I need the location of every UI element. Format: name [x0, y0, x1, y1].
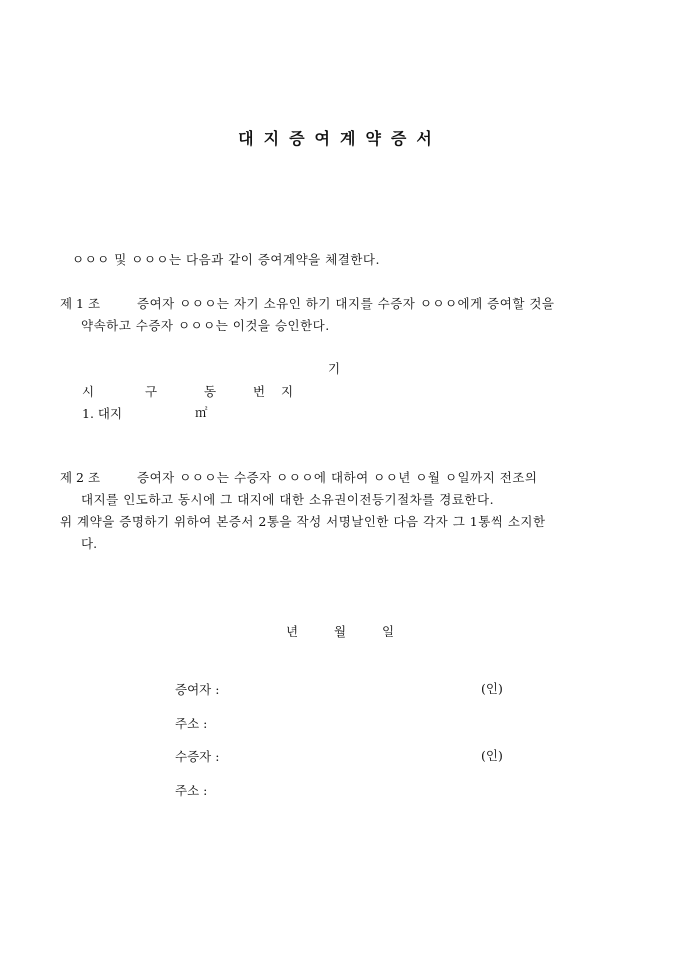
donee-address-label: 주소 : — [175, 783, 208, 798]
notation-col-gu: 구 — [145, 384, 158, 399]
closing-line-2: 다. — [81, 536, 98, 551]
document-title: 대지증여계약증서 — [238, 129, 442, 148]
donor-seal: (인) — [481, 681, 503, 696]
donee-seal: (인) — [481, 748, 503, 763]
notation-col-si: 시 — [82, 384, 95, 399]
article-1-line-2: 약속하고 수증자 ㅇㅇㅇ는 이것을 승인한다. — [81, 318, 330, 333]
article-1-line-1: 증여자 ㅇㅇㅇ는 자기 소유인 하기 대지를 수증자 ㅇㅇㅇ에게 증여할 것을 — [137, 296, 555, 311]
date-month: 월 — [334, 624, 347, 639]
notation-heading: 기 — [328, 361, 341, 376]
notation-col-beonji: 번 지 — [253, 384, 300, 399]
article-2-line-2: 대지를 인도하고 동시에 그 대지에 대한 소유권이전등기절차를 경료한다. — [81, 492, 495, 507]
date-year: 년 — [286, 624, 299, 639]
donee-label: 수증자 : — [175, 749, 220, 764]
article-2-line-1: 증여자 ㅇㅇㅇ는 수증자 ㅇㅇㅇ에 대하여 ㅇㅇ년 ㅇ월 ㅇ일까지 전조의 — [137, 470, 538, 485]
article-1-label: 제 1 조 — [60, 296, 101, 311]
notation-item-1: 1. 대지 — [82, 406, 123, 421]
date-day: 일 — [382, 624, 395, 639]
intro-text: ㅇㅇㅇ 및 ㅇㅇㅇ는 다음과 같이 증여계약을 체결한다. — [72, 252, 380, 267]
donor-label: 증여자 : — [175, 682, 220, 697]
article-2-label: 제 2 조 — [60, 470, 101, 485]
closing-line-1: 위 계약을 증명하기 위하여 본증서 2통을 작성 서명날인한 다음 각자 그 1통씩 소지한 — [60, 514, 546, 529]
area-unit: ㎡ — [195, 405, 208, 420]
donor-address-label: 주소 : — [175, 716, 208, 731]
notation-col-dong: 동 — [204, 384, 217, 399]
